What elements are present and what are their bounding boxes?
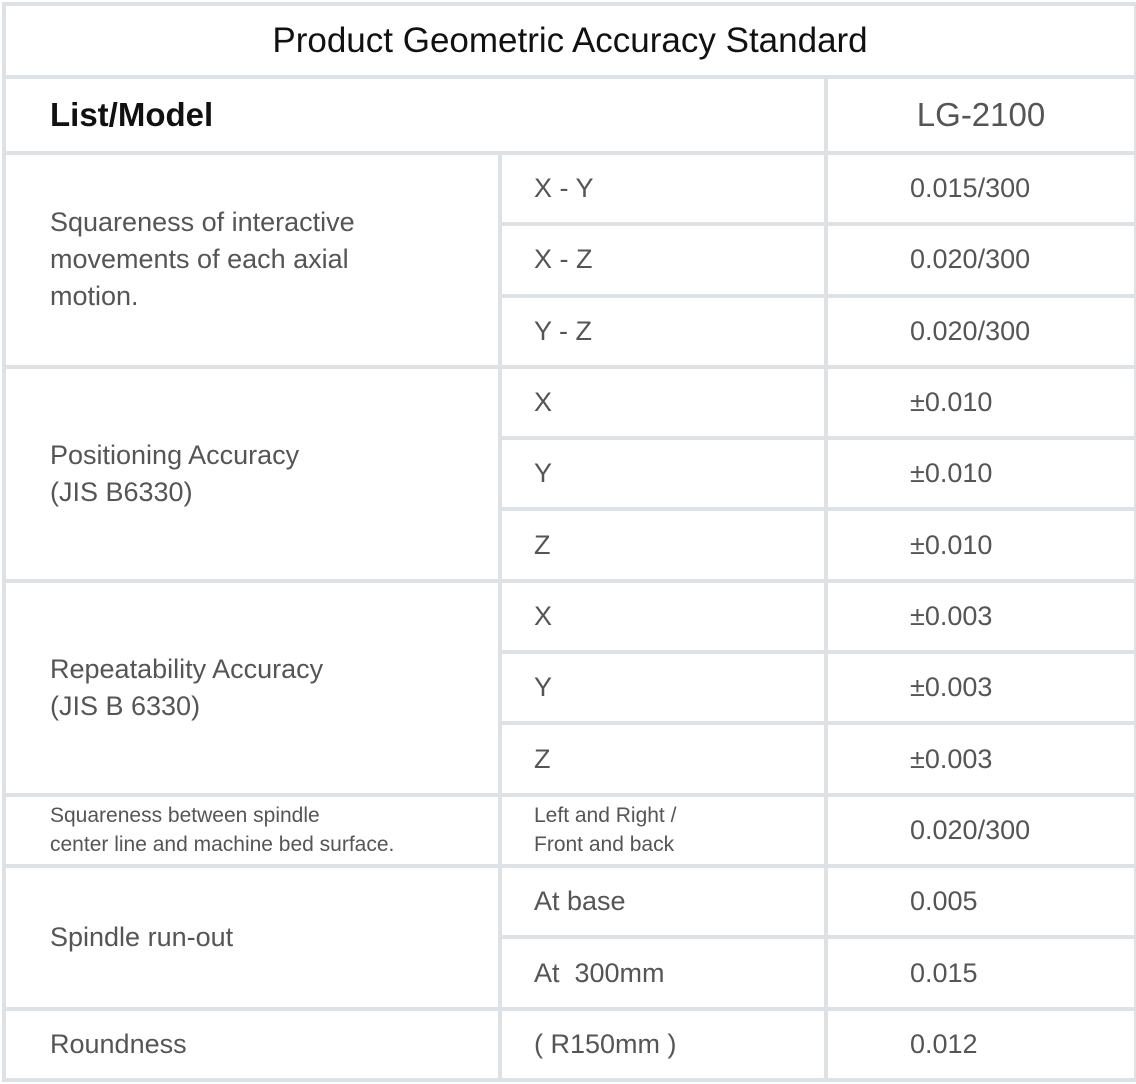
- axis-cell: Y: [500, 438, 826, 509]
- row-label-roundness: [4, 1009, 500, 1080]
- axis-cell: X - Z: [500, 224, 826, 295]
- label-line: Squareness of interactive: [50, 207, 355, 238]
- axis-cell: X - Y: [500, 153, 826, 224]
- label-line: Roundness: [50, 1028, 187, 1059]
- table-title: Product Geometric Accuracy Standard: [4, 4, 1136, 77]
- value-cell: 0.015/300: [826, 153, 1136, 224]
- accuracy-table: [2, 2, 1136, 1082]
- row-label-repeatability-accuracy: [4, 581, 500, 795]
- axis-cell: Z: [500, 723, 826, 794]
- label-line: Spindle run-out: [50, 921, 234, 952]
- label-line: Repeatability Accuracy: [50, 653, 324, 684]
- label-line: (JIS B 6330): [50, 690, 201, 721]
- value-cell: 0.020/300: [826, 296, 1136, 367]
- axis-cell: X: [500, 367, 826, 438]
- label-line: Squareness between spindle: [50, 804, 320, 828]
- row-label-positioning-accuracy: [4, 367, 500, 581]
- axis-cell: [500, 795, 826, 866]
- list-model-header: List/Model: [4, 77, 826, 153]
- axis-cell: ( R150mm ): [500, 1009, 826, 1080]
- axis-line: Front and back: [534, 833, 675, 857]
- value-cell: ±0.010: [826, 438, 1136, 509]
- value-cell: 0.020/300: [826, 224, 1136, 295]
- label-line: movements of each axial: [50, 244, 349, 275]
- label-line: motion.: [50, 281, 139, 312]
- row-label-spindle-run-out: [4, 866, 500, 1009]
- row-label-spindle-squareness: [4, 795, 500, 866]
- value-cell: ±0.003: [826, 652, 1136, 723]
- value-cell: 0.020/300: [826, 795, 1136, 866]
- value-cell: 0.005: [826, 866, 1136, 937]
- axis-cell: X: [500, 581, 826, 652]
- axis-cell: Y: [500, 652, 826, 723]
- axis-cell: Z: [500, 509, 826, 580]
- axis-cell: Y - Z: [500, 296, 826, 367]
- label-line: (JIS B6330): [50, 476, 193, 507]
- model-header: LG-2100: [826, 77, 1136, 153]
- axis-cell: At 300mm: [500, 937, 826, 1008]
- row-label-squareness: [4, 153, 500, 367]
- axis-cell: At base: [500, 866, 826, 937]
- value-cell: ±0.003: [826, 723, 1136, 794]
- value-cell: 0.015: [826, 937, 1136, 1008]
- value-cell: ±0.010: [826, 509, 1136, 580]
- label-line: center line and machine bed surface.: [50, 833, 395, 857]
- value-cell: ±0.003: [826, 581, 1136, 652]
- value-cell: ±0.010: [826, 367, 1136, 438]
- label-line: Positioning Accuracy: [50, 439, 300, 470]
- axis-line: Left and Right /: [534, 804, 677, 828]
- value-cell: 0.012: [826, 1009, 1136, 1080]
